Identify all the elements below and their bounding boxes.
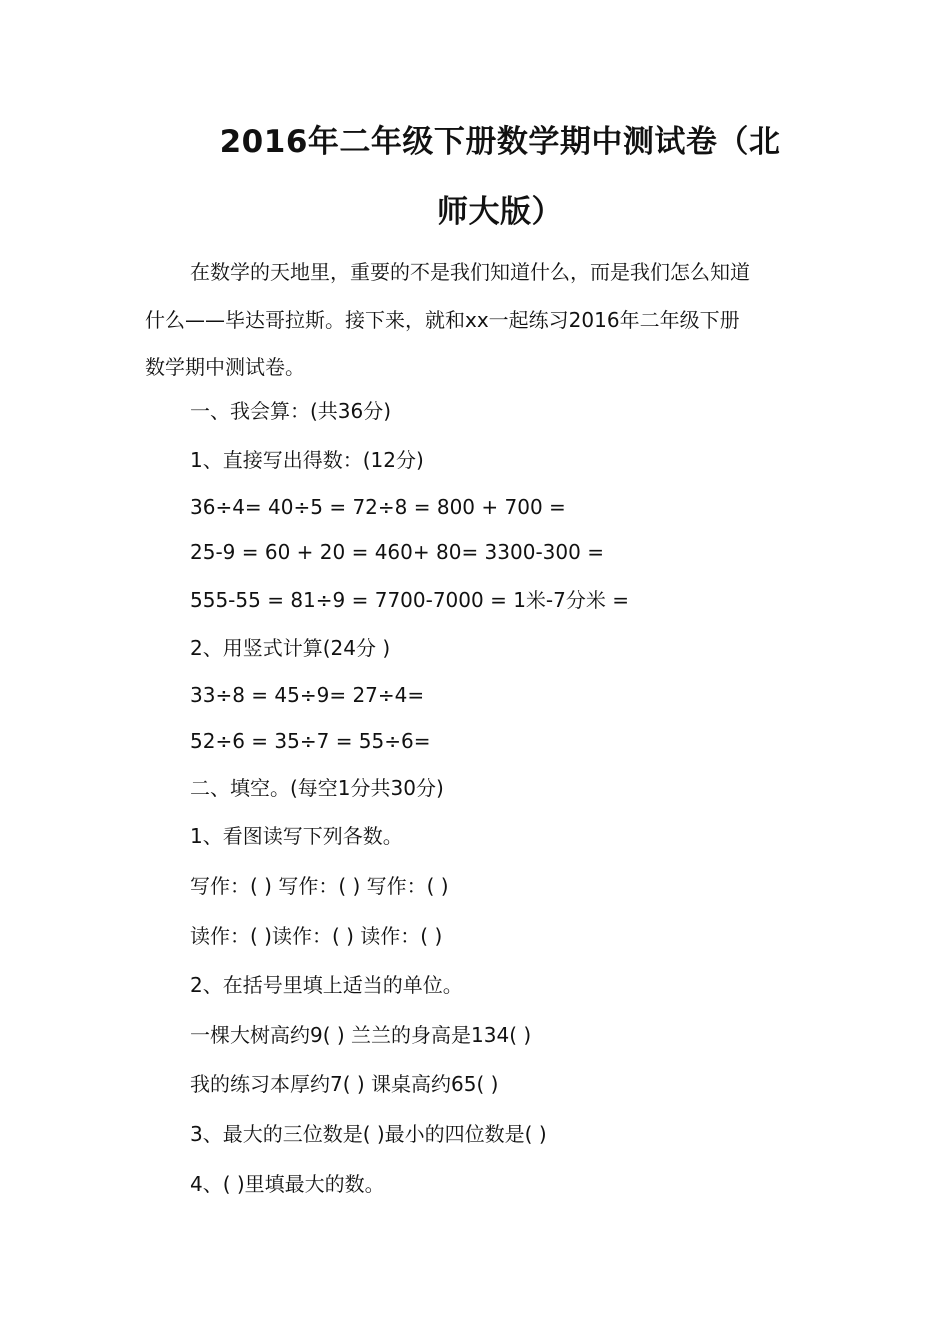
math-problem-row: 25-9 = 60 + 20 = 460+ 80= 3300-300 = [190,540,604,564]
fill-in-row: 一棵大树高约9( ) 兰兰的身高是134( ) [190,1023,532,1047]
fill-in-row: 我的练习本厚约7( ) 课桌高约65( ) [190,1072,499,1096]
intro-paragraph-line-2: 什么——毕达哥拉斯。接下来，就和xx一起练习2016年二年级下册 [145,308,740,332]
question-heading-direct-answers: 1、直接写出得数：(12分) [190,448,424,472]
math-problem-row: 52÷6 = 35÷7 = 55÷6= [190,729,431,753]
question-largest-smallest-numbers: 3、最大的三位数是( )最小的四位数是( ) [190,1122,547,1146]
fill-in-row: 写作：( ) 写作：( ) 写作：( ) [190,874,449,898]
document-title-line-1: 2016年二年级下册数学期中测试卷（北 [219,124,781,160]
section-heading-fill-in: 二、填空。(每空1分共30分) [190,776,444,800]
fill-in-row: 读作：( )读作：( ) 读作：( ) [190,924,443,948]
document-title-line-2: 师大版） [437,194,563,230]
math-problem-row: 36÷4= 40÷5 = 72÷8 = 800 + 700 = [190,495,566,519]
question-heading-vertical-calculation: 2、用竖式计算(24分 ) [190,636,391,660]
math-problem-row: 555-55 = 81÷9 = 7700-7000 = 1米-7分米 = [190,588,629,612]
intro-paragraph-line-3: 数学期中测试卷。 [145,355,305,379]
question-fill-largest-number: 4、( )里填最大的数。 [190,1172,385,1196]
intro-paragraph-line-1: 在数学的天地里，重要的不是我们知道什么，而是我们怎么知道 [190,260,750,284]
question-heading-read-write-numbers: 1、看图读写下列各数。 [190,824,403,848]
question-heading-units: 2、在括号里填上适当的单位。 [190,973,463,997]
math-problem-row: 33÷8 = 45÷9= 27÷4= [190,683,425,707]
section-heading-calculation: 一、我会算：(共36分) [190,399,392,423]
